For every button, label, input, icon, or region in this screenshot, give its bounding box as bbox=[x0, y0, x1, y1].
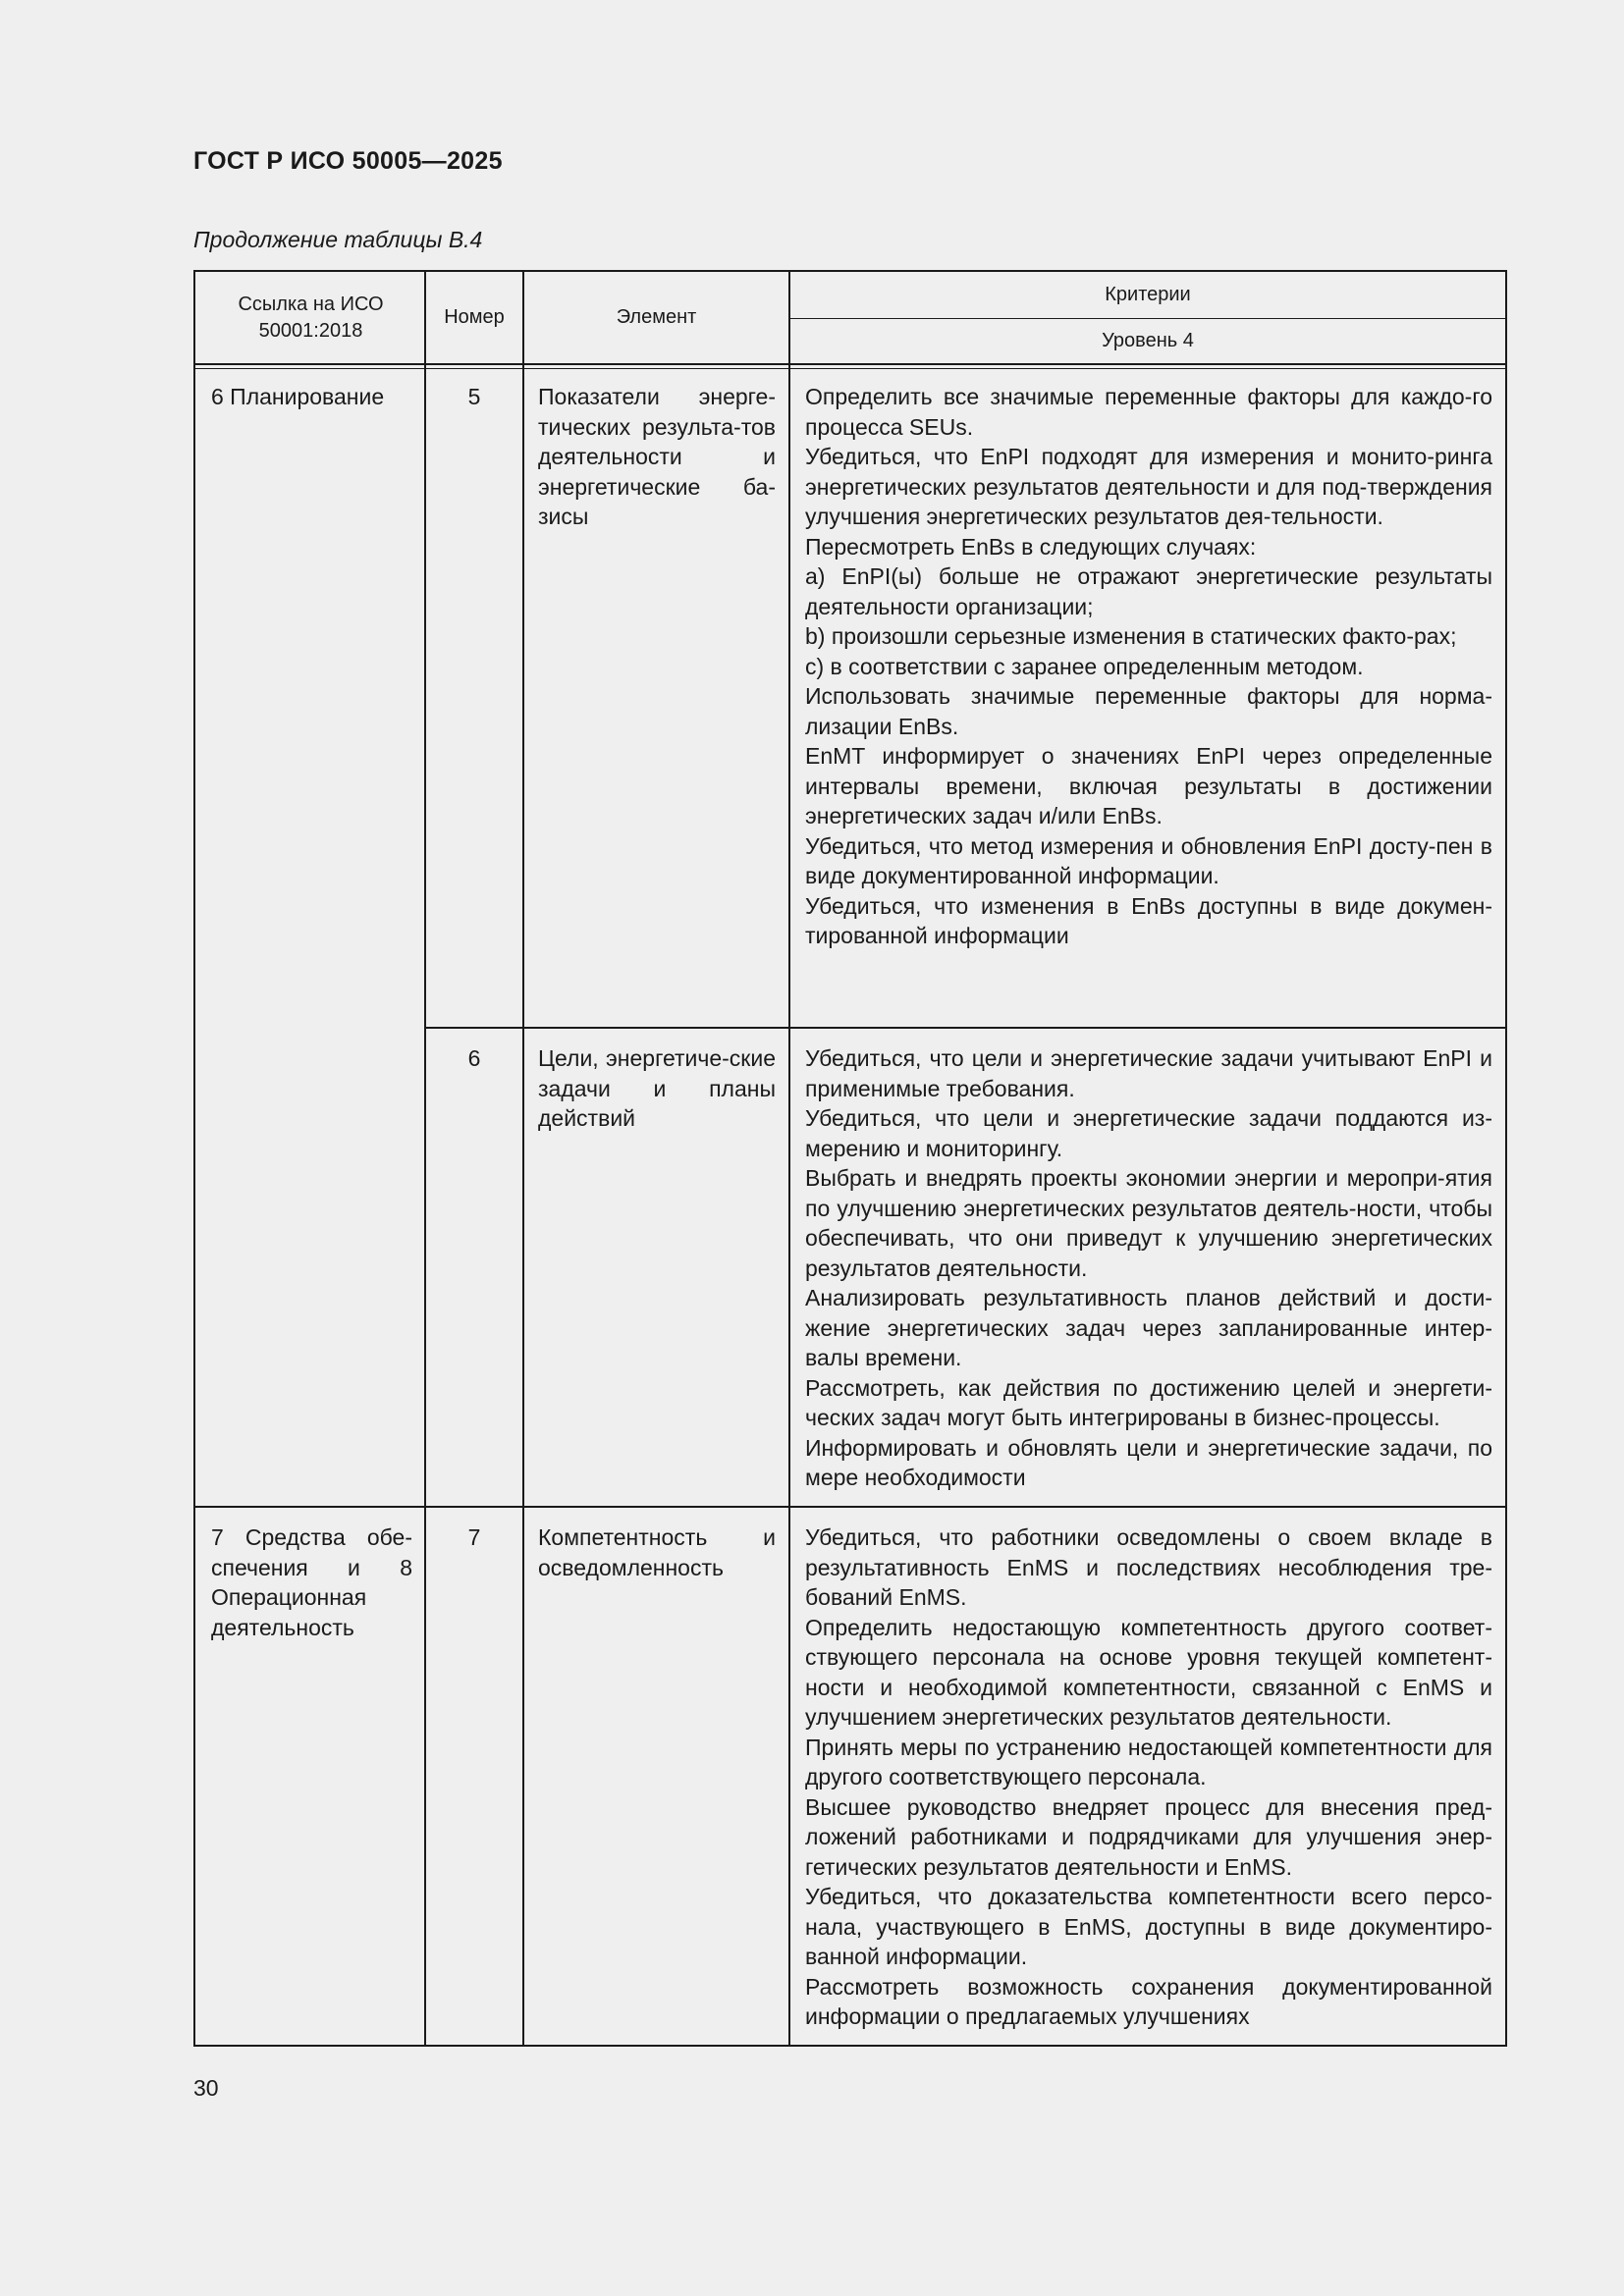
criteria-paragraph: Убедиться, что цели и энергетические задачи поддаются из-мерению и мониторингу. bbox=[805, 1105, 1492, 1161]
row-separator bbox=[195, 1506, 1505, 1508]
row-element: Показатели энерге-тических результа-тов деятельности и энергетические ба-зисы bbox=[538, 384, 776, 529]
header-element: Элемент bbox=[616, 306, 697, 328]
criteria-paragraph: Убедиться, что изменения в EnBs доступны в виде докумен-тированной информации bbox=[805, 892, 1492, 948]
col-separator bbox=[522, 272, 524, 2045]
row-criteria bbox=[805, 382, 1492, 951]
criteria-paragraph: Пересмотреть EnBs в следующих случаях: bbox=[805, 533, 1257, 560]
criteria-paragraph: c) в соответствии с заранее определенным методом. bbox=[805, 653, 1364, 679]
page-number: 30 bbox=[193, 2075, 219, 2101]
row-criteria bbox=[805, 1522, 1492, 2032]
criteria-paragraph: Убедиться, что EnPI подходят для измерения и монито-ринга энергетических результатов деятельности и для под-тверждения улучшения энергетических результатов дея-тельности. bbox=[805, 444, 1492, 529]
col-separator bbox=[424, 272, 426, 2045]
row-separator bbox=[424, 1027, 1505, 1029]
criteria-paragraph: Убедиться, что метод измерения и обновления EnPI досту-пен в виде документированной информации. bbox=[805, 832, 1492, 888]
criteria-paragraph: Рассмотреть возможность сохранения документированной информации о предлагаемых улучшениях bbox=[805, 1973, 1492, 2029]
header-bottom-line-double bbox=[195, 368, 1505, 369]
criteria-table bbox=[193, 270, 1507, 2047]
row-reference: 7 Средства обе-спечения и 8 Операционная деятельность bbox=[211, 1524, 412, 1640]
criteria-paragraph: Информировать и обновлять цели и энергетические задачи, по мере необходимости bbox=[805, 1434, 1492, 1490]
row-number: 6 bbox=[467, 1045, 481, 1071]
row-number: 7 bbox=[467, 1524, 481, 1550]
criteria-paragraph: b) произошли серьезные изменения в статических факто-рах; bbox=[805, 623, 1457, 649]
criteria-paragraph: Выбрать и внедрять проекты экономии энергии и меропри-ятия по улучшению энергетических результатов деятель-ности, чтобы обеспечивать, что они приведут к улучшению энергетических результатов деятельности. bbox=[805, 1165, 1492, 1281]
row-reference: 6 Планирование bbox=[211, 384, 385, 409]
col-separator bbox=[788, 272, 790, 2045]
criteria-paragraph: Убедиться, что цели и энергетические задачи учитывают EnPI и применимые требования. bbox=[805, 1045, 1492, 1101]
criteria-paragraph: Убедиться, что доказательства компетентности всего персо-нала, участвующего в EnMS, доступны в виде документиро-ванной информации. bbox=[805, 1884, 1492, 1969]
criteria-paragraph: Убедиться, что работники осведомлены о своем вкладе в результативность EnMS и последствиях несоблюдения тре-бований EnMS. bbox=[805, 1524, 1492, 1610]
table-caption: Продолжение таблицы В.4 bbox=[193, 227, 483, 252]
criteria-paragraph: EnMT информирует о значениях EnPI через определенные интервалы времени, включая результаты в достижении энергетических задач и/или EnBs. bbox=[805, 743, 1492, 828]
criteria-paragraph: Определить недостающую компетентность другого соответ-ствующего персонала на основе уровня текущей компетент-ности и необходимой компетентности, связанной с EnMS и улучшением энергетических результатов деятельности. bbox=[805, 1614, 1492, 1730]
row-element: Компетентность и осведомленность bbox=[538, 1524, 776, 1580]
criteria-paragraph: a) EnPI(ы) больше не отражают энергетические результаты деятельности организации; bbox=[805, 563, 1492, 619]
header-reference: Ссылка на ИСО 50001:2018 bbox=[238, 293, 384, 342]
row-criteria bbox=[805, 1043, 1492, 1493]
criteria-paragraph: Использовать значимые переменные факторы для норма-лизации EnBs. bbox=[805, 683, 1492, 739]
criteria-paragraph: Рассмотреть, как действия по достижению целей и энергети-ческих задач могут быть интегрированы в бизнес-процессы. bbox=[805, 1374, 1492, 1430]
criteria-paragraph: Определить все значимые переменные факторы для каждо-го процесса SEUs. bbox=[805, 384, 1492, 440]
header-bottom-line bbox=[195, 363, 1505, 365]
row-element: Цели, энергетиче-ские задачи и планы действий bbox=[538, 1045, 776, 1131]
criteria-paragraph: Анализировать результативность планов действий и дости-жение энергетических задач через запланированные интер-валы времени. bbox=[805, 1285, 1492, 1370]
row-number: 5 bbox=[467, 384, 481, 409]
header-criteria: Критерии bbox=[1105, 284, 1191, 305]
criteria-paragraph: Высшее руководство внедряет процесс для внесения пред-ложений работниками и подрядчиками для улучшения энер-гетических результатов деятельности и EnMS. bbox=[805, 1793, 1492, 1880]
criteria-paragraph: Принять меры по устранению недостающей компетентности для другого соответствующего персонала. bbox=[805, 1734, 1492, 1789]
header-level: Уровень 4 bbox=[1102, 330, 1194, 351]
header-number: Номер bbox=[444, 306, 505, 328]
document-code: ГОСТ Р ИСО 50005—2025 bbox=[193, 147, 503, 175]
